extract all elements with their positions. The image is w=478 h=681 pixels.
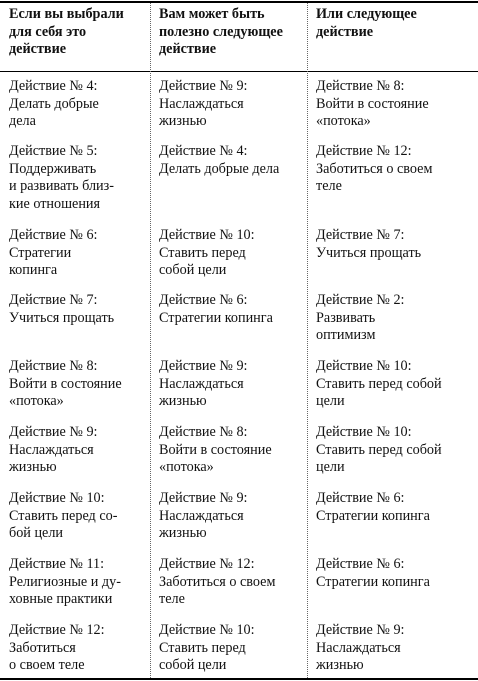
- cell-text-line: Учиться прощать: [316, 244, 422, 261]
- cell-text-line: Поддерживать: [9, 160, 97, 177]
- cell-text-line: Если вы выбрали: [9, 6, 124, 22]
- cell-text-line: Действие № 10:: [159, 622, 255, 638]
- cell-text-line: действие: [159, 41, 217, 58]
- column-divider-1: [150, 3, 151, 678]
- table-cell: [159, 358, 248, 411]
- table-cell: [9, 292, 114, 327]
- cell-text-line: бой цели: [9, 525, 64, 542]
- cell-text-line: Действие № 7:: [316, 227, 405, 243]
- cell-text-line: Действие № 10:: [316, 424, 412, 440]
- table-bottom-rule: [0, 678, 478, 680]
- cell-text-line: Наслаждаться: [159, 507, 244, 524]
- cell-text-line: о своем теле: [9, 657, 85, 674]
- table-cell: [159, 292, 273, 327]
- cell-text-line: Наслаждаться: [9, 441, 94, 458]
- cell-text-line: цели: [316, 393, 345, 410]
- cell-text-line: Делать добрые: [9, 95, 99, 112]
- cell-text-line: Действие № 12:: [9, 622, 105, 638]
- cell-text-line: Войти в состояние: [9, 375, 122, 392]
- cell-text-line: Стратегии копинга: [316, 507, 430, 524]
- cell-text-line: собой цели: [159, 262, 227, 279]
- cell-text-line: Делать добрые дела: [159, 160, 280, 177]
- cell-text-line: Действие № 4:: [159, 143, 248, 159]
- cell-text-line: оптимизм: [316, 327, 376, 344]
- cell-text-line: Действие № 2:: [316, 292, 405, 308]
- header-alternative-action: [316, 6, 417, 41]
- table-cell: [316, 490, 430, 525]
- cell-text-line: собой цели: [159, 657, 227, 674]
- cell-text-line: Действие № 6:: [159, 292, 248, 308]
- cell-text-line: Развивать: [316, 309, 376, 326]
- cell-text-line: Заботиться о своем: [159, 573, 276, 590]
- cell-text-line: Войти в состояние: [159, 441, 272, 458]
- cell-text-line: Учиться прощать: [9, 309, 115, 326]
- cell-text-line: Действие № 8:: [159, 424, 248, 440]
- cell-text-line: Действие № 10:: [316, 358, 412, 374]
- cell-text-line: Или следующее: [316, 6, 417, 22]
- cell-text-line: действие: [9, 41, 67, 58]
- cell-text-line: Действие № 6:: [316, 490, 405, 506]
- cell-text-line: полезно следующее: [159, 23, 283, 40]
- cell-text-line: жизнью: [159, 525, 207, 542]
- table-cell: [9, 227, 98, 280]
- cell-text-line: жизнью: [159, 113, 207, 130]
- cell-text-line: теле: [159, 591, 185, 608]
- cell-text-line: Стратегии копинга: [159, 309, 273, 326]
- cell-text-line: Заботиться о своем: [316, 160, 433, 177]
- table-cell: [159, 556, 275, 609]
- cell-text-line: теле: [316, 178, 342, 195]
- cell-text-line: Стратегии: [9, 244, 72, 261]
- cell-text-line: Действие № 9:: [159, 490, 248, 506]
- header-next-action: [159, 6, 283, 59]
- header-chosen-action: [9, 6, 124, 59]
- table-cell: [159, 227, 255, 280]
- cell-text-line: Ставить перед: [159, 639, 246, 656]
- table-cell: [159, 424, 272, 477]
- cell-text-line: копинга: [9, 262, 58, 279]
- cell-text-line: Действие № 9:: [159, 358, 248, 374]
- table-cell: [316, 358, 442, 411]
- table-cell: [316, 292, 405, 345]
- cell-text-line: Наслаждаться: [159, 95, 244, 112]
- cell-text-line: Ставить перед собой: [316, 441, 442, 458]
- cell-text-line: Войти в состояние: [316, 95, 429, 112]
- cell-text-line: Действие № 9:: [9, 424, 98, 440]
- cell-text-line: жизнью: [159, 393, 207, 410]
- table-cell: [159, 143, 279, 178]
- cell-text-line: Действие № 6:: [316, 556, 405, 572]
- cell-text-line: Действие № 5:: [9, 143, 98, 159]
- table-cell: [9, 358, 122, 411]
- cell-text-line: кие отношения: [9, 195, 101, 212]
- cell-text-line: Наслаждаться: [316, 639, 401, 656]
- cell-text-line: Действие № 4:: [9, 78, 98, 94]
- cell-text-line: жизнью: [316, 657, 364, 674]
- cell-text-line: жизнью: [9, 459, 57, 476]
- cell-text-line: Действие № 10:: [9, 490, 105, 506]
- cell-text-line: Вам может быть: [159, 6, 265, 22]
- table-cell: [9, 424, 98, 477]
- cell-text-line: Ставить перед со-: [9, 507, 118, 524]
- cell-text-line: Действие № 6:: [9, 227, 98, 243]
- cell-text-line: Ставить перед: [159, 244, 246, 261]
- table-cell: [9, 556, 121, 609]
- table-cell: [316, 78, 429, 131]
- column-divider-2: [307, 3, 308, 678]
- table-cell: [159, 78, 248, 131]
- cell-text-line: Действие № 11:: [9, 556, 105, 572]
- table-cell: [316, 424, 442, 477]
- cell-text-line: ховные практики: [9, 591, 113, 608]
- table-cell: [9, 78, 99, 131]
- cell-text-line: для себя это: [9, 23, 87, 40]
- cell-text-line: Действие № 8:: [316, 78, 405, 94]
- cell-text-line: Действие № 8:: [9, 358, 98, 374]
- cell-text-line: действие: [316, 23, 374, 40]
- cell-text-line: Стратегии копинга: [316, 573, 430, 590]
- table-cell: [316, 227, 421, 262]
- table-header-rule: [0, 71, 478, 72]
- cell-text-line: Наслаждаться: [159, 375, 244, 392]
- cell-text-line: Действие № 10:: [159, 227, 255, 243]
- table-cell: [316, 622, 405, 675]
- cell-text-line: «потока»: [9, 393, 64, 410]
- table-cell: [316, 556, 430, 591]
- cell-text-line: Действие № 12:: [316, 143, 412, 159]
- cell-text-line: Ставить перед собой: [316, 375, 442, 392]
- cell-text-line: цели: [316, 459, 345, 476]
- cell-text-line: Действие № 9:: [316, 622, 405, 638]
- cell-text-line: Религиозные и ду-: [9, 573, 121, 590]
- table-cell: [159, 490, 248, 543]
- cell-text-line: дела: [9, 113, 36, 130]
- cell-text-line: и развивать близ-: [9, 178, 114, 195]
- cell-text-line: «потока»: [316, 113, 371, 130]
- cell-text-line: Заботиться: [9, 639, 76, 656]
- cell-text-line: Действие № 12:: [159, 556, 255, 572]
- table-top-rule: [0, 1, 478, 3]
- table-cell: [9, 143, 114, 213]
- table-cell: [9, 622, 105, 675]
- table-cell: [316, 143, 432, 196]
- cell-text-line: «потока»: [159, 459, 214, 476]
- cell-text-line: Действие № 9:: [159, 78, 248, 94]
- cell-text-line: Действие № 7:: [9, 292, 98, 308]
- table-cell: [9, 490, 117, 543]
- table-cell: [159, 622, 255, 675]
